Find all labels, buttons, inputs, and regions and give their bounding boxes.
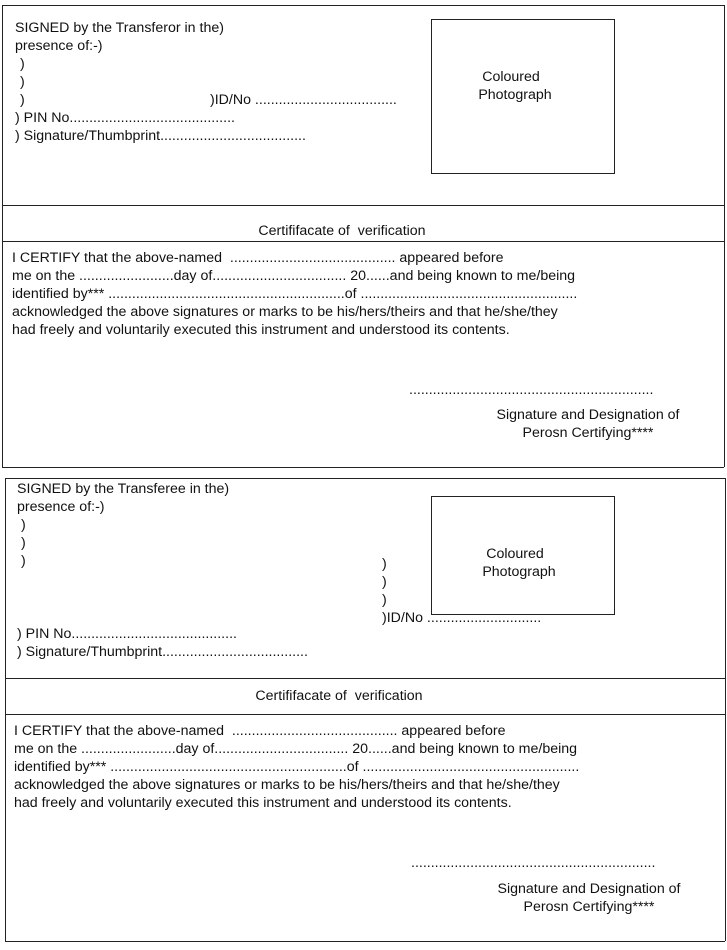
transferor-photo-line2: Photograph: [478, 87, 552, 103]
border-top-2: [5, 478, 725, 479]
transferor-paren-1: ): [20, 56, 25, 72]
transferee-paren-1: ): [21, 517, 26, 533]
transferor-signed-line1: SIGNED by the Transferor in the): [15, 20, 224, 36]
verification-1-line4: acknowledged the above signatures or marks to be his/hers/theirs and that he/she/they: [12, 304, 558, 320]
verification-1-line1: I CERTIFY that the above-named .......................................... appeared before: [12, 250, 504, 266]
transferee-photo-box: [431, 496, 615, 615]
border-left-2: [5, 478, 6, 941]
verification-2-line5: had freely and voluntarily executed this instrument and understood its contents.: [14, 795, 512, 811]
transferor-paren-3: ): [20, 92, 25, 108]
border-right-1: [724, 5, 725, 467]
verification-2-line3: identified by*** ............................................................of .......................................................: [14, 759, 580, 775]
verification-1-line2: me on the ........................day of.................................. 20......and being known to me/being: [12, 268, 576, 284]
divider-2a: [5, 678, 725, 679]
transferee-paren-5: ): [382, 574, 387, 590]
transferee-photo-line2: Photograph: [482, 564, 556, 580]
verification-1-title: Certififacate of verification: [258, 223, 426, 239]
transferee-paren-2: ): [21, 535, 26, 551]
transferee-signed-line1: SIGNED by the Transferee in the): [17, 481, 230, 497]
transferor-paren-2: ): [20, 74, 25, 90]
transferee-signed-line2: presence of:-): [17, 499, 105, 515]
transferee-id-no: )ID/No .............................: [382, 610, 542, 626]
verification-1-line3: identified by*** ............................................................of .......................................................: [12, 286, 578, 302]
transferee-photo-line1: Coloured: [486, 546, 544, 562]
transferee-signature: ) Signature/Thumbprint.....................................: [17, 644, 308, 660]
transferor-signed-line2: presence of:-): [15, 38, 103, 54]
verification-1-line5: had freely and voluntarily executed this instrument and understood its contents.: [12, 322, 510, 338]
divider-2b: [5, 714, 725, 715]
transferee-pin-no: ) PIN No..........................................: [17, 626, 237, 642]
transferee-paren-4: ): [382, 556, 387, 572]
transferor-signature: ) Signature/Thumbprint.....................................: [15, 128, 306, 144]
verification-1-signature-line2: Perosn Certifying****: [522, 425, 654, 441]
transferee-paren-3: ): [21, 553, 26, 569]
verification-2-line2: me on the ........................day of.................................. 20......and being known to me/being: [14, 741, 578, 757]
border-bottom-1: [2, 467, 724, 468]
verification-1-signature-line1: Signature and Designation of: [496, 407, 680, 423]
divider-1b: [2, 241, 724, 242]
transferor-id-no: )ID/No ....................................: [210, 92, 397, 108]
divider-1a: [2, 205, 724, 206]
verification-2-line1: I CERTIFY that the above-named .......................................... appeared before: [14, 723, 506, 739]
verification-2-title: Certififacate of verification: [255, 688, 423, 704]
transferee-paren-6: ): [382, 592, 387, 608]
transferor-pin-no: ) PIN No..........................................: [15, 110, 235, 126]
border-top-1: [2, 5, 724, 6]
border-right-2: [725, 478, 726, 941]
transferor-photo-line1: Coloured: [482, 69, 540, 85]
border-bottom-2: [5, 941, 725, 942]
verification-2-line4: acknowledged the above signatures or marks to be his/hers/theirs and that he/she/they: [14, 777, 560, 793]
verification-1-signature-dots: ..............................................................: [409, 382, 654, 398]
verification-2-signature-line1: Signature and Designation of: [497, 881, 681, 897]
transferor-photo-box: [431, 19, 615, 174]
verification-2-signature-line2: Perosn Certifying****: [523, 899, 655, 915]
verification-2-signature-dots: ..............................................................: [411, 855, 656, 871]
